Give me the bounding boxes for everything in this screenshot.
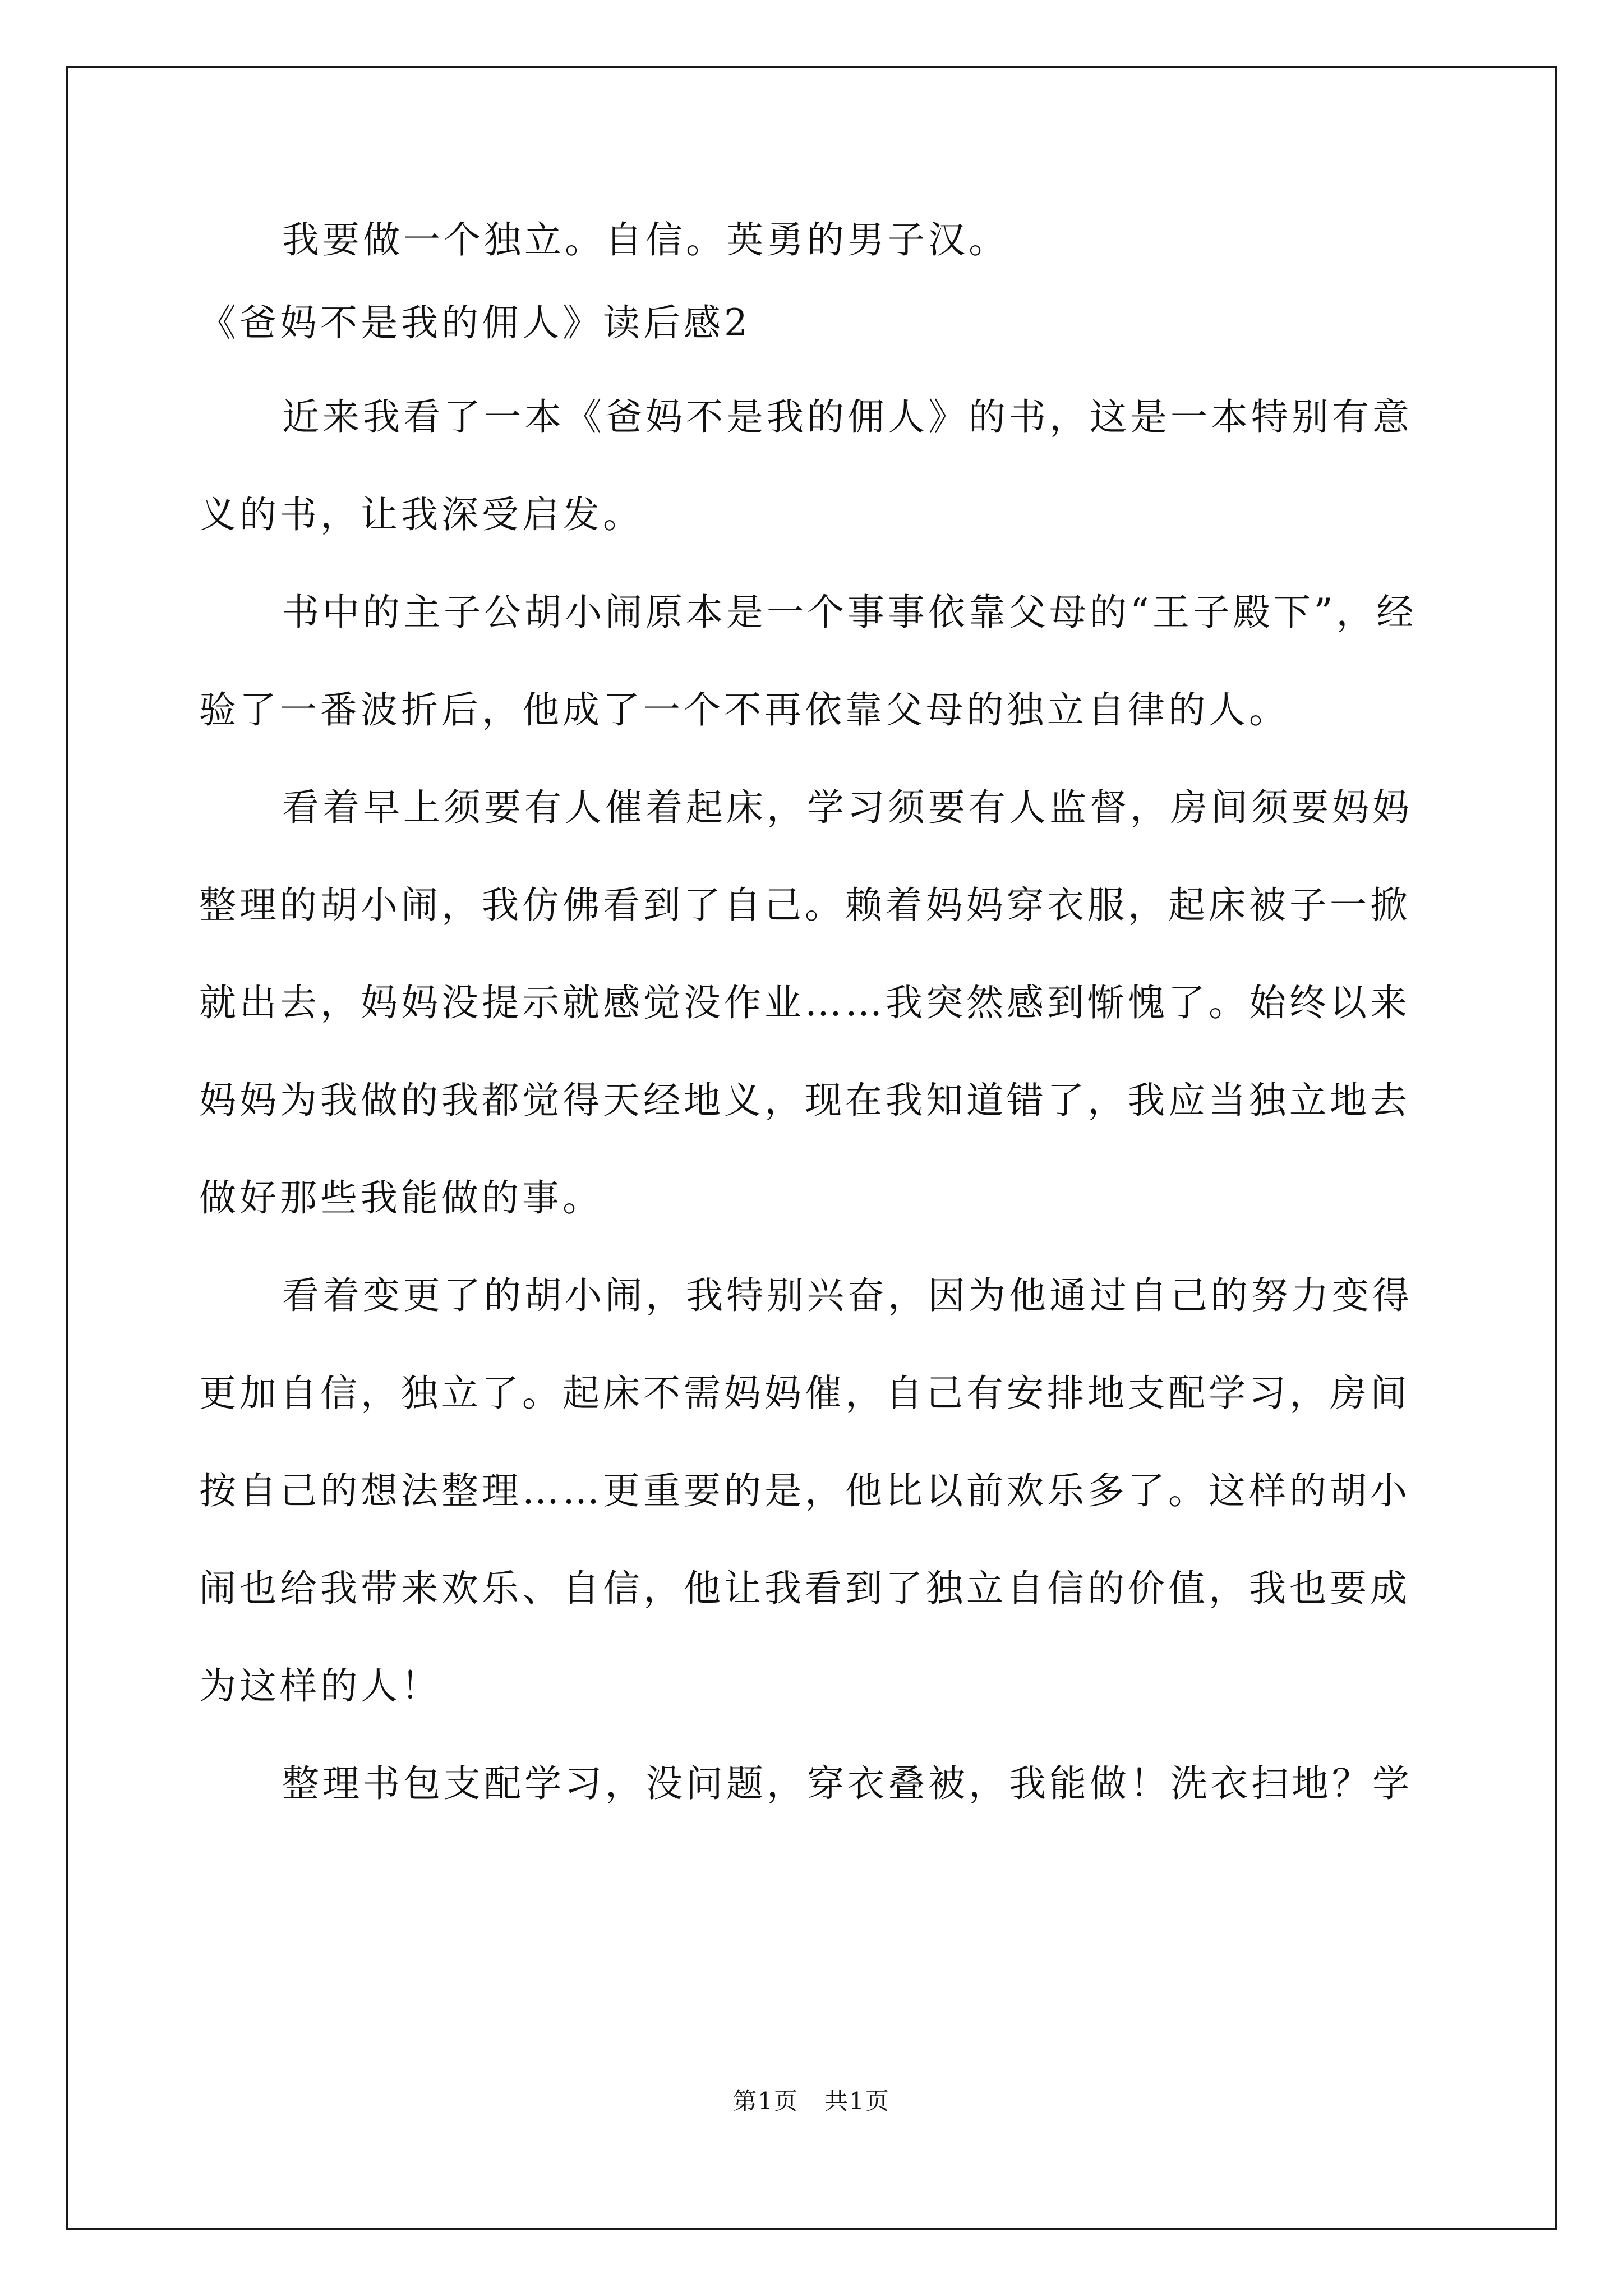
section-title: 《爸妈不是我的佣人》读后感2	[199, 301, 751, 344]
paragraph-line: 验了一番波折后，他成了一个不再依靠父母的独立自律的人。	[199, 688, 1289, 731]
paragraph-line: 看着变更了的胡小闹，我特别兴奋，因为他通过自己的努力变得	[282, 1274, 1413, 1317]
paragraph-line: 闹也给我带来欢乐、自信，他让我看到了独立自信的价值，我也要成	[199, 1567, 1410, 1610]
paragraph-line: 近来我看了一本《爸妈不是我的佣人》的书，这是一本特别有意	[282, 395, 1413, 439]
paragraph-line: 妈妈为我做的我都觉得天经地义，现在我知道错了，我应当独立地去	[199, 1079, 1410, 1122]
paragraph-line: 就出去，妈妈没提示就感觉没作业……我突然感到惭愧了。始终以来	[199, 981, 1410, 1024]
paragraph-line: 为这样的人！	[199, 1664, 441, 1708]
paragraph-line: 整理的胡小闹，我仿佛看到了自己。赖着妈妈穿衣服，起床被子一掀	[199, 884, 1410, 927]
paragraph-line: 按自己的想法整理……更重要的是，他比以前欢乐多了。这样的胡小	[199, 1469, 1410, 1512]
paragraph-line: 做好那些我能做的事。	[199, 1176, 603, 1220]
paragraph-line: 更加自信，独立了。起床不需妈妈催，自己有安排地支配学习，房间	[199, 1372, 1410, 1415]
paragraph-line: 看着早上须要有人催着起床，学习须要有人监督，房间须要妈妈	[282, 786, 1413, 829]
paragraph-line: 我要做一个独立。自信。英勇的男子汉。	[282, 218, 1009, 261]
paragraph-line: 整理书包支配学习，没问题，穿衣叠被，我能做！洗衣扫地？学	[282, 1762, 1413, 1805]
paragraph-line: 书中的主子公胡小闹原本是一个事事依靠父母的“王子殿下”，经	[282, 591, 1417, 634]
paragraph-line: 义的书，让我深受启发。	[199, 493, 643, 536]
page-footer: 第1页 共1页	[733, 2087, 890, 2115]
